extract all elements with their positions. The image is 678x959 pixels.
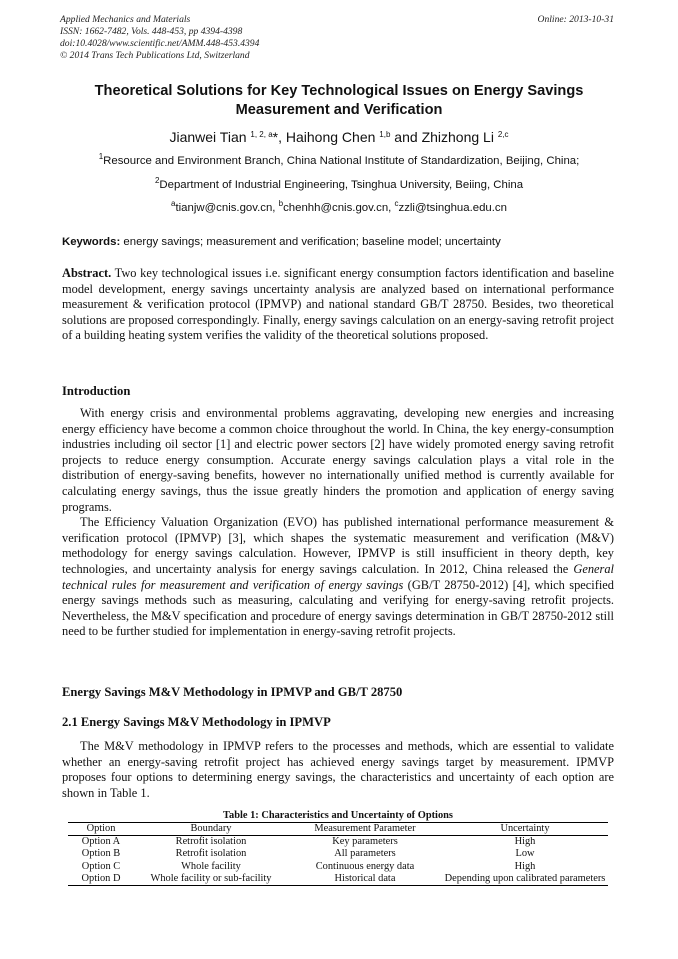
- table-cell: Whole facility: [181, 860, 241, 872]
- journal-doi: doi:10.4028/www.scientific.net/AMM.448-453.4394: [60, 38, 260, 49]
- journal-issn: ISSN: 1662-7482, Vols. 448-453, pp 4394-4398: [60, 26, 243, 37]
- table-cell: Low: [515, 848, 535, 860]
- affiliation-1: [62, 154, 616, 169]
- table-cell: High: [514, 860, 536, 872]
- email-link[interactable]: zzli@tsinghua.edu.cn: [398, 202, 507, 214]
- author-emails: [62, 201, 616, 216]
- table-header-row: [68, 823, 608, 836]
- abstract-label: Abstract.: [62, 266, 112, 280]
- section-2-1-body: The M&V methodology in IPMVP refers to the processes and methods, which are essential to validate whether an energy-saving retrofit project has achieved energy savings target by measurement. IPMVP proposes four options to determining energy savings, the characteristics and uncertainty of each option are shown in Table 1.: [62, 739, 614, 800]
- table-cell: All parameters: [334, 848, 396, 860]
- table-cell: Historical data: [288, 873, 442, 886]
- table-cell: Option A: [81, 836, 121, 848]
- author-separator: ,: [278, 129, 286, 145]
- table-header-cell: Boundary: [134, 823, 288, 836]
- table-cell: Key parameters: [332, 836, 398, 848]
- online-date: Online: 2013-10-31: [537, 14, 614, 25]
- abstract: [62, 266, 614, 344]
- abstract-text: Two key technological issues i.e. significant energy consumption factors identification and baseline model development, energy savings uncertainty analysis are analyzed based on international performance measurement & verification protocol (IPMVP) and national standard GB/T 28750. Besides, two theoretical solutions are proposed correspondingly. Finally, energy savings calculation on an energy-saving retrofit project of a building heating system verifies the validity of the theoretical solutions proposed.: [62, 266, 614, 343]
- table-cell: Option B: [81, 848, 121, 860]
- table-row: [68, 848, 608, 860]
- table-cell: Whole facility or sub-facility: [134, 873, 288, 886]
- table-cell: Continuous energy data: [315, 860, 415, 872]
- table-row: [68, 873, 608, 886]
- paper-title: [62, 82, 616, 120]
- author-superscript: 2,c: [497, 130, 509, 139]
- table-header-cell: Measurement Parameter: [288, 823, 442, 836]
- journal-copyright: © 2014 Trans Tech Publications Ltd, Switzerland: [60, 50, 250, 61]
- intro-p2-text-cont: (GB/T 28750-2012) [4], which specified energy savings methods such as measuring, calculating and verifying for energy-saving retrofit projects. Nevertheless, the M&V specification and procedure of energy savings determination in GB/T 28750-2012 still need to be further studied for implementation in energy-saving retrofit projects.: [62, 577, 614, 639]
- standard-title: General technical rules for measurement and verification of energy savings: [62, 561, 614, 592]
- keywords-label: Keywords:: [62, 236, 121, 248]
- section-heading-2: Energy Savings M&V Methodology in IPMVP and GB/T 28750: [62, 685, 403, 699]
- affiliation-2: [62, 178, 616, 193]
- author-name: Zhizhong Li: [421, 129, 494, 145]
- title-line-2: Measurement and Verification: [235, 102, 443, 118]
- email-superscript: c: [394, 199, 399, 208]
- affiliation-superscript: 1: [98, 152, 104, 161]
- author-superscript: 1,b: [379, 130, 391, 139]
- email-superscript: b: [278, 199, 284, 208]
- table-row: [68, 836, 608, 849]
- author-superscript: 1, 2, a: [250, 130, 273, 139]
- intro-paragraph-2: [62, 515, 614, 640]
- table-cell: High: [514, 836, 536, 848]
- table-header-cell: Uncertainty: [442, 823, 608, 836]
- options-table: [68, 822, 608, 886]
- subsection-heading-2-1: 2.1 Energy Savings M&V Methodology in IPMVP: [62, 715, 331, 729]
- title-line-1: Theoretical Solutions for Key Technological Issues on Energy Savings: [94, 83, 584, 99]
- section-heading-introduction: Introduction: [62, 384, 131, 398]
- table-caption: Table 1: Characteristics and Uncertainty of Options: [223, 810, 453, 821]
- journal-header: [60, 14, 259, 62]
- table-cell: Option D: [68, 873, 134, 886]
- introduction-body: [62, 406, 614, 640]
- author-list: [62, 128, 616, 146]
- affiliation-text: Resource and Environment Branch, China National Institute of Standardization, Beijing, China;: [103, 155, 580, 167]
- affiliation-superscript: 2: [154, 176, 160, 185]
- keywords-text: energy savings; measurement and verification; baseline model; uncertainty: [120, 236, 501, 248]
- keywords: [62, 235, 616, 250]
- table-cell: Option C: [81, 860, 121, 872]
- affiliation-text: Department of Industrial Engineering, Tsinghua University, Beiing, China: [159, 179, 524, 191]
- author-separator: and: [390, 129, 422, 145]
- email-link[interactable]: tianjw@cnis.gov.cn,: [175, 202, 279, 214]
- intro-paragraph-1: With energy crisis and environmental problems aggravating, developing new energies and increasing energy efficiency have become a common choice throughout the world. In China, the key energy-consumption industries including oil sector [1] and electric power sectors [2] have widely promoted energy saving retrofit projects to reduce energy consumption. Accurate energy savings calculation plays a vital role in the distribution of energy-saving benefits, however no internationally unified method is currently available for calculating energy savings, thus the issue greatly hinders the promotion and application of energy saving programs.: [62, 406, 614, 514]
- corresponding-mark: *: [272, 129, 279, 145]
- table-cell: Retrofit isolation: [175, 836, 247, 848]
- intro-p2-text: The Efficiency Valuation Organization (EVO) has published international performance measurement & verification protocol (IPMVP) [3], which shapes the systematic measurement and verification (M&V) methodology for energy savings calculation. However, IPMVP is still insufficient in theory depth, key technologies, and uncertainty analysis for energy savings calculation. In 2012, China released the: [62, 515, 614, 576]
- journal-name: Applied Mechanics and Materials: [60, 14, 191, 25]
- email-link[interactable]: chenhh@cnis.gov.cn,: [283, 202, 395, 214]
- author-name: Haihong Chen: [285, 129, 376, 145]
- table-row: [68, 861, 608, 873]
- table-cell: Retrofit isolation: [175, 848, 247, 860]
- table-header-cell: Option: [68, 823, 134, 836]
- email-superscript: a: [171, 199, 176, 208]
- table-cell: Depending upon calibrated parameters: [442, 873, 608, 886]
- author-name: Jianwei Tian: [169, 129, 247, 145]
